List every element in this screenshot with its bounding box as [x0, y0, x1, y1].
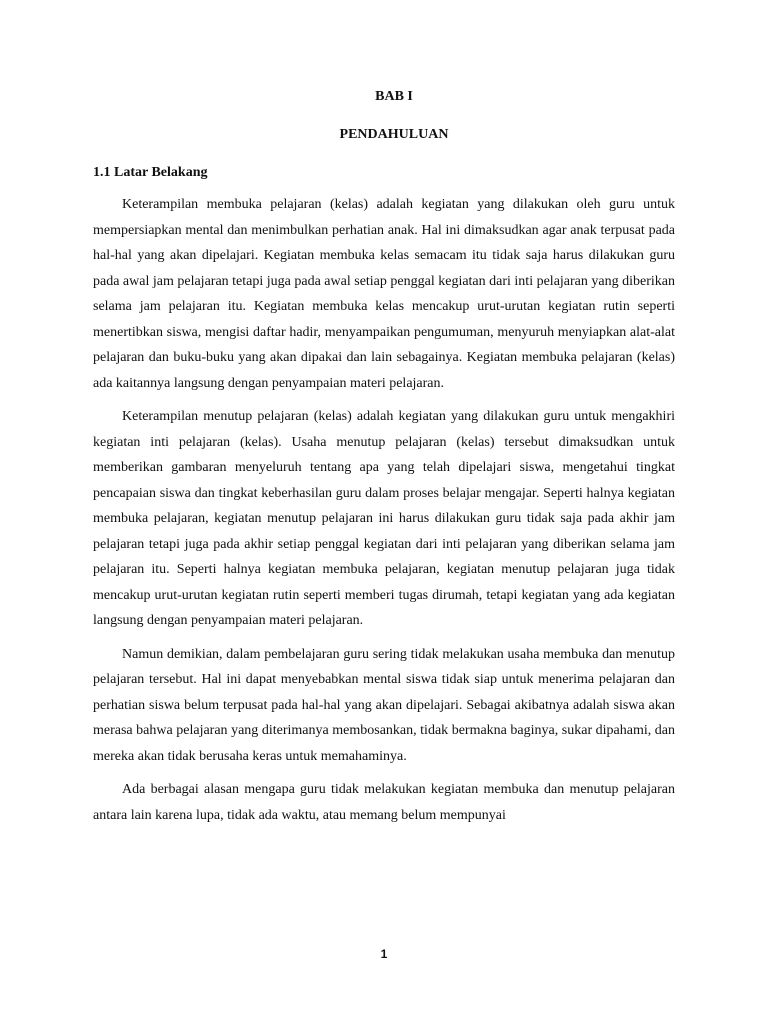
chapter-title: PENDAHULUAN — [339, 127, 449, 142]
paragraph: Keterampilan menutup pelajaran (kelas) adalah kegiatan yang dilakukan guru untuk mengakhiri kegiatan inti pelajaran (kelas). Usaha menutup pelajaran (kelas) tersebut dimaksudkan untuk memberikan gambaran menyeluruh tentang apa yang telah dipelajari siswa, mengetahui tingkat pencapaian siswa dan tingkat keberhasilan guru dalam proses belajar mengajar. Seperti halnya kegiatan membuka pelajaran, kegiatan menutup pelajaran ini harus dilakukan guru tidak saja pada akhir jam pelajaran tetapi juga pada akhir setiap penggal kegiatan dari inti pelajaran yang diberikan selama jam pelajaran itu. Seperti halnya kegiatan membuka pelajaran, kegiatan menutup pelajaran juga tidak mencakup urut-urutan kegiatan rutin seperti memberi tugas dirumah, tetapi kegiatan yang ada kegiatan langsung dengan penyampaian materi pelajaran. — [93, 409, 675, 628]
paragraph-continued: Ada berbagai alasan mengapa guru tidak melakukan kegiatan membuka dan menutup pelajaran antara lain karena lupa, tidak ada waktu, atau memang belum mempunyai — [93, 782, 675, 823]
page-body — [93, 88, 675, 828]
page-number: 1 — [380, 947, 388, 961]
paragraph: Namun demikian, dalam pembelajaran guru sering tidak melakukan usaha membuka dan menutup pelajaran tersebut. Hal ini dapat menyebabkan mental siswa tidak siap untuk menerima pelajaran dan perhatian siswa belum terpusat pada hal-hal yang akan dipelajari. Sebagai akibatnya adalah siswa akan merasa bahwa pelajaran yang diterimanya membosankan, tidak bermakna baginya, sukar dipahami, dan mereka akan tidak berusaha keras untuk memahaminya. — [93, 646, 675, 764]
chapter-number: BAB I — [375, 89, 413, 104]
section-heading: 1.1 Latar Belakang — [93, 165, 208, 180]
paragraph: Keterampilan membuka pelajaran (kelas) adalah kegiatan yang dilakukan oleh guru untuk mempersiapkan mental dan menimbulkan perhatian anak. Hal ini dimaksudkan agar anak terpusat pada hal-hal yang akan dipelajari. Kegiatan membuka kelas semacam itu tidak saja harus dilakukan guru pada awal jam pelajaran tetapi juga pada awal setiap penggal kegiatan dari inti pelajaran yang diberikan selama jam pelajaran itu. Kegiatan membuka kelas mencakup urut-urutan kegiatan rutin seperti menertibkan siswa, mengisi daftar hadir, menyampaikan pengumuman, menyuruh menyiapkan alat-alat pelajaran dan buku-buku yang akan dipakai dan lain sebagainya. Kegiatan membuka pelajaran (kelas) ada kaitannya langsung dengan penyampaian materi pelajaran. — [93, 197, 675, 391]
